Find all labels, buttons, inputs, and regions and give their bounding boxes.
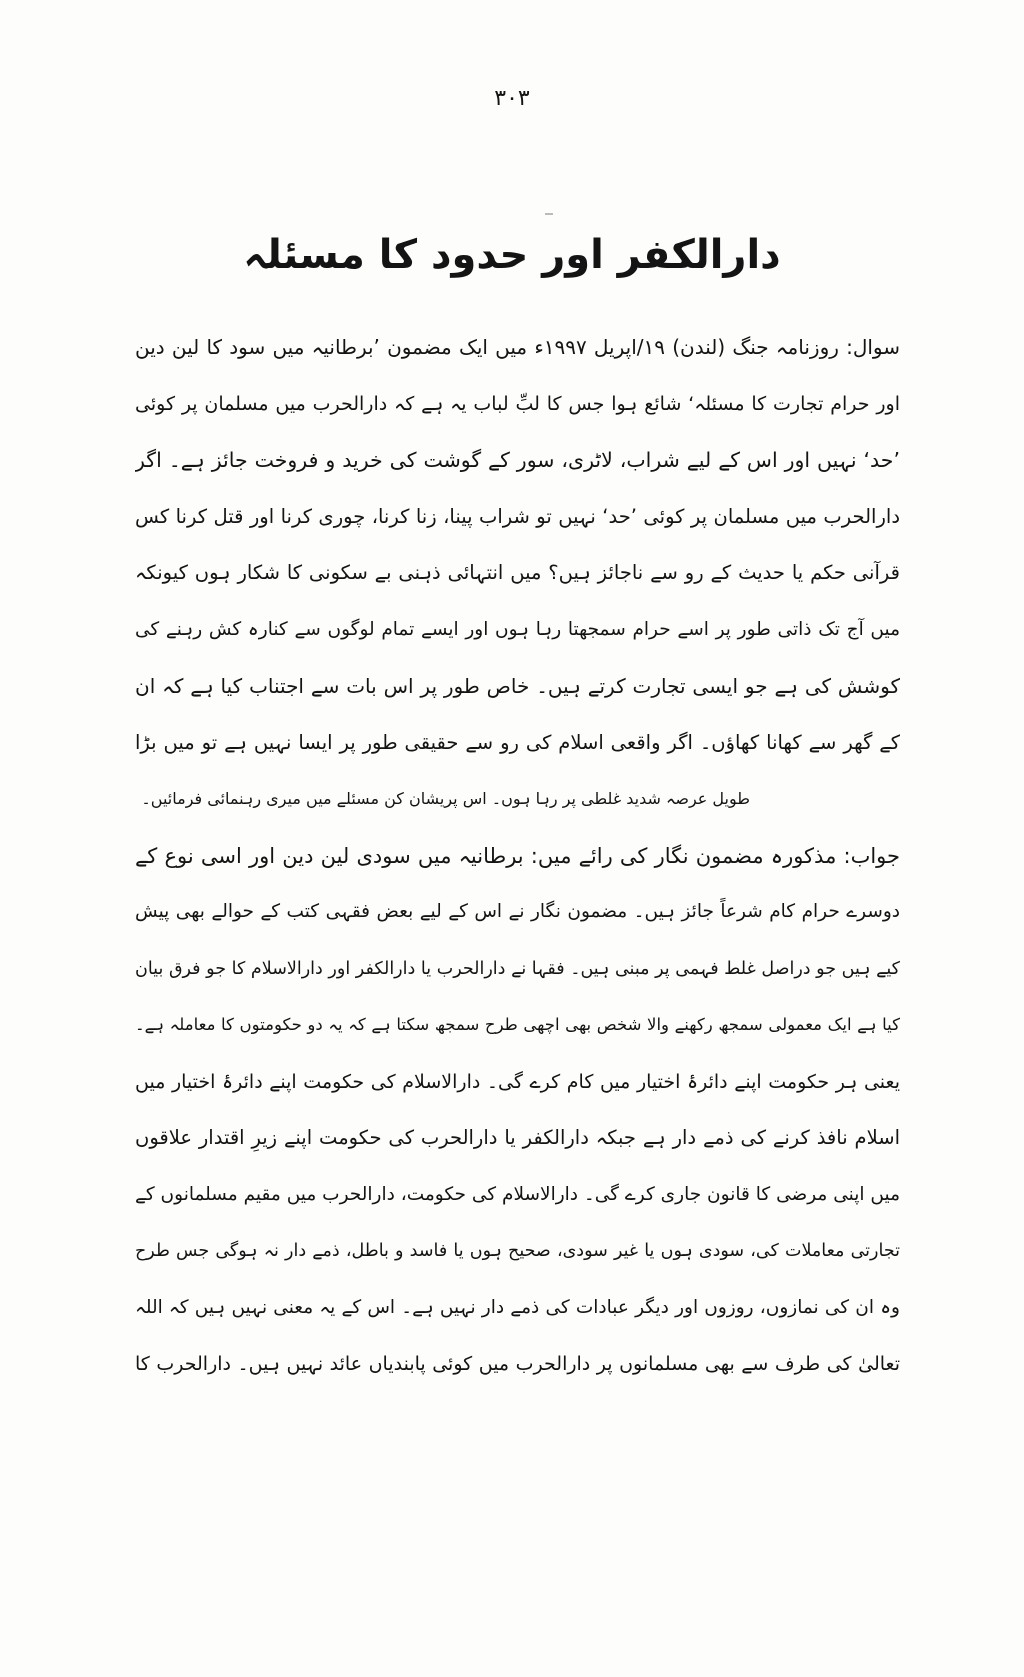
question-line: قرآنی حکم یا حدیث کے رو سے ناجائز ہیں؟ میں انتہائی ذہنی بے سکونی کا شکار ہوں کیونکہ [135, 561, 900, 584]
answer-line: وہ ان کی نمازوں، روزوں اور دیگر عبادات کی ذمے دار نہیں ہے۔ اس کے یہ معنی نہیں ہیں کہ اللہ [135, 1296, 900, 1318]
question-line: میں آج تک ذاتی طور پر اسے حرام سمجھتا رہا ہوں اور ایسے تمام لوگوں سے کنارہ کش رہنے کی [135, 618, 900, 640]
answer-section [135, 831, 900, 1396]
question-line: دارالحرب میں مسلمان پر کوئی ’حد‘ نہیں تو شراب پینا، زنا کرنا، چوری کرنا اور قتل کرنا کس [135, 504, 900, 528]
answer-line: اسلام نافذ کرنے کی ذمے دار ہے جبکہ دارالکفر یا دارالحرب کی حکومت اپنے زیرِ اقتدار علاقوں [135, 1126, 900, 1149]
question-line: ’حد‘ نہیں اور اس کے لیے شراب، لاٹری، سور کے گوشت کی خرید و فروخت جائز ہے۔ اگر [135, 448, 900, 472]
answer-line: میں اپنی مرضی کا قانون جاری کرے گی۔ دارالاسلام کی حکومت، دارالحرب میں مقیم مسلمانوں کے [135, 1183, 900, 1205]
answer-line: کیے ہیں جو دراصل غلط فہمی پر مبنی ہیں۔ فقہا نے دارالحرب یا دارالکفر اور دارالاسلام کا جو فرق بیان [135, 958, 900, 979]
scan-speck [545, 213, 553, 215]
answer-line: تعالیٰ کی طرف سے بھی مسلمانوں پر دارالحرب میں کوئی پابندیاں عائد نہیں ہیں۔ دارالحرب کا [135, 1353, 900, 1375]
answer-line: کیا ہے ایک معمولی سمجھ رکھنے والا شخص بھی اچھی طرح سمجھ سکتا ہے کہ یہ دو حکومتوں کا معاملہ ہے۔ [135, 1015, 900, 1034]
question-line: اور حرام تجارت کا مسئلہ‘ شائع ہوا جس کا لبِّ لباب یہ ہے کہ دارالحرب میں مسلمان پر کوئی [135, 392, 900, 415]
answer-line: جواب: مذکورہ مضمون نگار کی رائے میں: برطانیہ میں سودی لین دین اور اسی نوع کے [135, 843, 900, 868]
answer-line: یعنی ہر حکومت اپنے دائرۂ اختیار میں کام کرے گی۔ دارالاسلام کی حکومت اپنے دائرۂ اختیار میں [135, 1070, 900, 1093]
answer-line: دوسرے حرام کام شرعاً جائز ہیں۔ مضمون نگار نے اس کے لیے بعض فقہی کتب کے حوالے بھی پیش [135, 901, 900, 922]
page-number: ۳۰۳ [494, 86, 530, 111]
answer-line: تجارتی معاملات کی، سودی ہوں یا غیر سودی، صحیح ہوں یا فاسد و باطل، ذمے دار نہ ہوگی جس طرح [135, 1241, 900, 1261]
question-line: طویل عرصہ شدید غلطی پر رہا ہوں۔ اس پریشان کن مسئلے میں میری رہنمائی فرمائیں۔ [141, 789, 750, 808]
chapter-title: دارالکفر اور حدود کا مسئلہ [243, 232, 781, 278]
page-body [135, 322, 900, 1396]
question-line: کے گھر سے کھانا کھاؤں۔ اگر واقعی اسلام کی رو سے حقیقی طور پر ایسا نہیں ہے تو میں بڑا [135, 730, 900, 754]
question-line: کوشش کی ہے جو ایسی تجارت کرتے ہیں۔ خاص طور پر اس بات سے اجتناب کیا ہے کہ ان [135, 674, 900, 698]
question-section [135, 322, 900, 831]
question-line: سوال: روزنامہ جنگ (لندن) ۱۹/اپریل ۱۹۹۷ء میں ایک مضمون ’برطانیہ میں سود کا لین دین [135, 335, 900, 359]
